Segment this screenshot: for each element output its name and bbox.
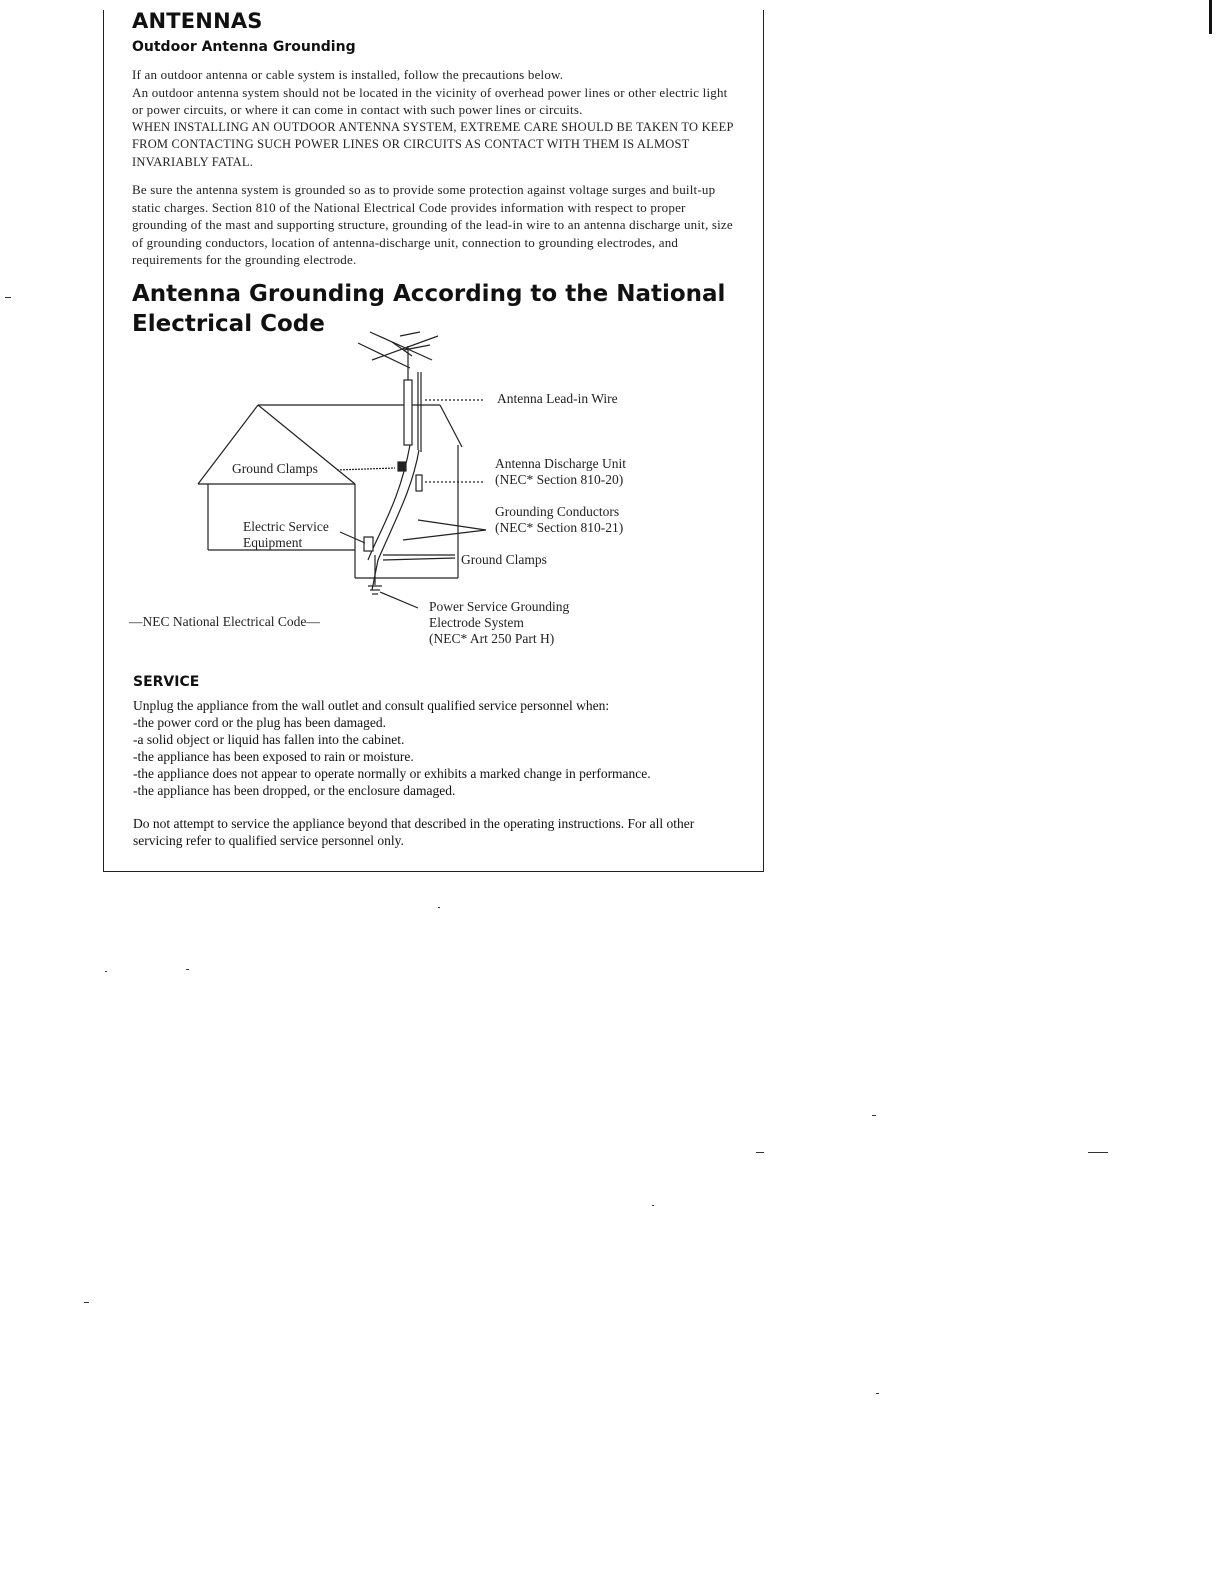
label-conductors-section: (NEC* Section 810-21) [495, 520, 624, 535]
scan-speck [84, 1302, 89, 1303]
scan-speck [652, 1205, 654, 1206]
label-discharge-unit: Antenna Discharge Unit [495, 456, 626, 471]
service-item: -the appliance does not appear to operate normally or exhibits a marked change in performance. [133, 766, 651, 781]
service-closing: Do not attempt to service the appliance beyond that described in the operating instructions. For all other servicing refer to qualified service personnel only. [133, 816, 695, 848]
service-heading: SERVICE [133, 674, 200, 690]
service-section [133, 673, 743, 849]
label-ground-clamps-lower: Ground Clamps [461, 552, 547, 567]
scan-speck [756, 1152, 764, 1153]
label-electrode-system: Electrode System [429, 615, 524, 630]
service-item: -the power cord or the plug has been damaged. [133, 715, 387, 730]
label-nec-article: (NEC* Art 250 Part H) [429, 631, 555, 646]
label-electric-equipment: Equipment [243, 535, 303, 550]
diagram-heading: Antenna Grounding According to the National Electrical Code [132, 280, 726, 337]
scan-speck [1088, 1152, 1108, 1153]
page-border-bottom [103, 871, 764, 872]
scan-speck [872, 1115, 876, 1116]
scan-edge-mark [1209, 0, 1212, 34]
service-item: -the appliance has been dropped, or the enclosure damaged. [133, 783, 456, 798]
scan-speck [5, 297, 11, 298]
scan-speck [876, 1393, 879, 1394]
scan-speck [105, 971, 107, 972]
antennas-section [132, 8, 742, 339]
scan-speck [186, 969, 189, 970]
paragraph-grounding: Be sure the antenna system is grounded so as to provide some protection against voltage surges and built-up static charges. Section 810 of the National Electrical Code provides information with respect to proper grounding of the mast and supporting structure, grounding of the lead-in wire to an antenna discharge unit, size of grounding conductors, location of antenna-discharge unit, connection to grounding electrodes, and requirements for the grounding electrode. [132, 182, 733, 267]
subheading: Outdoor Antenna Grounding [132, 39, 356, 55]
service-intro: Unplug the appliance from the wall outlet and consult qualified service personnel when: [133, 698, 610, 713]
section-heading: ANTENNAS [132, 9, 263, 33]
scan-speck [438, 907, 440, 908]
label-ground-clamps-upper: Ground Clamps [232, 461, 318, 476]
page-border-left [103, 10, 104, 872]
label-power-service: Power Service Grounding [429, 599, 570, 614]
paragraph-warning: WHEN INSTALLING AN OUTDOOR ANTENNA SYSTEM, EXTREME CARE SHOULD BE TAKEN TO KEEP FROM CONTACTING SUCH POWER LINES OR CIRCUITS AS CONTACT WITH THEM IS ALMOST INVARIABLY FATAL. [132, 119, 734, 169]
label-discharge-section: (NEC* Section 810-20) [495, 472, 624, 487]
paragraph-intro: If an outdoor antenna or cable system is installed, follow the precautions below. [132, 67, 564, 82]
label-grounding-conductors: Grounding Conductors [495, 504, 620, 519]
label-lead-in: Antenna Lead-in Wire [497, 391, 618, 406]
paragraph-power-lines: An outdoor antenna system should not be located in the vicinity of overhead power lines or other electric light or power circuits, or where it can come in contact with such power lines or circuits. [132, 84, 728, 117]
service-item: -a solid object or liquid has fallen into the cabinet. [133, 732, 405, 747]
service-item: -the appliance has been exposed to rain or moisture. [133, 749, 414, 764]
page-border-right [763, 10, 764, 872]
nec-footnote: —NEC National Electrical Code— [129, 614, 320, 629]
label-electric-service: Electric Service [243, 519, 329, 534]
